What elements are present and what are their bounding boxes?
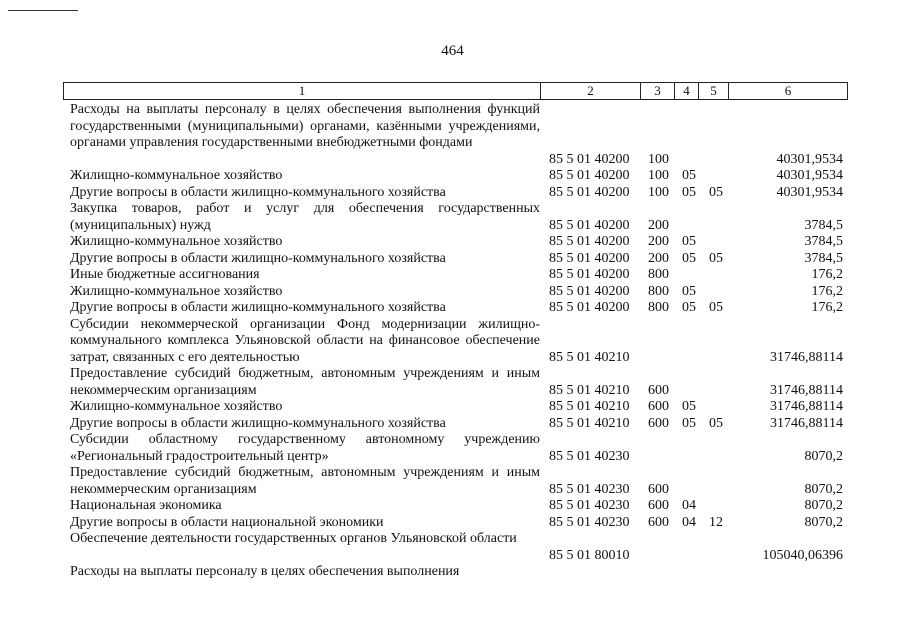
row-section: 05 <box>682 283 696 299</box>
header-col-2: 2 <box>541 83 641 99</box>
row-description: Обеспечение деятельности государственных органов Ульяновской области <box>70 531 517 546</box>
header-col-1: 1 <box>64 83 541 99</box>
row-code: 85 5 01 40230 <box>549 481 630 497</box>
row-amount: 31746,88114 <box>770 415 843 431</box>
row-amount: 40301,9534 <box>776 168 843 183</box>
row-expense-type: 200 <box>648 234 669 249</box>
row-subsection: 05 <box>709 250 723 266</box>
row-expense-type: 800 <box>648 267 669 282</box>
row-description: Другие вопросы в области жилищно-коммунального хозяйства <box>70 250 446 266</box>
row-section: 05 <box>682 168 696 183</box>
row-code: 85 5 01 40230 <box>549 448 630 464</box>
row-section: 05 <box>682 415 696 431</box>
row-code: 85 5 01 40200 <box>549 267 630 282</box>
table-row <box>0 267 905 284</box>
row-expense-type: 100 <box>648 151 669 167</box>
row-description: Национальная экономика <box>70 498 222 513</box>
row-section: 04 <box>682 498 696 513</box>
row-description: Жилищно-коммунальное хозяйство <box>70 283 283 299</box>
table-body <box>0 102 905 581</box>
row-amount: 176,2 <box>811 300 843 315</box>
row-expense-type: 200 <box>648 217 669 233</box>
row-code: 85 5 01 40210 <box>549 382 630 398</box>
row-amount: 8070,2 <box>804 481 843 497</box>
table-row <box>0 515 905 532</box>
row-amount: 40301,9534 <box>776 151 843 167</box>
row-amount: 105040,06396 <box>762 547 843 563</box>
row-expense-type: 600 <box>648 498 669 513</box>
row-expense-type: 200 <box>648 250 669 266</box>
table-row <box>0 498 905 515</box>
row-subsection: 12 <box>709 514 723 530</box>
row-code: 85 5 01 40230 <box>549 514 630 530</box>
table-row <box>0 168 905 185</box>
table-row <box>0 399 905 416</box>
table-row <box>0 366 905 399</box>
row-code: 85 5 01 40210 <box>549 399 630 414</box>
row-code: 85 5 01 40200 <box>549 168 630 183</box>
table-row <box>0 251 905 268</box>
top-left-rule <box>8 10 78 11</box>
row-subsection: 05 <box>709 184 723 200</box>
row-amount: 40301,9534 <box>776 184 843 200</box>
row-amount: 176,2 <box>811 283 843 299</box>
row-code: 85 5 01 40200 <box>549 184 630 200</box>
row-code: 85 5 01 40200 <box>549 250 630 266</box>
table-row <box>0 432 905 465</box>
row-code: 85 5 01 40210 <box>549 349 630 365</box>
table-row <box>0 185 905 202</box>
row-description: Жилищно-коммунальное хозяйство <box>70 168 283 183</box>
table-row <box>0 416 905 433</box>
row-expense-type: 100 <box>648 168 669 183</box>
row-description: Предоставление субсидий бюджетным, автономным учреждениям и иным некоммерческим организациям <box>70 366 540 398</box>
page-number: 464 <box>441 43 464 59</box>
header-col-3: 3 <box>641 83 675 99</box>
row-expense-type: 600 <box>648 514 669 530</box>
row-code: 85 5 01 40200 <box>549 234 630 249</box>
row-subsection: 05 <box>709 415 723 431</box>
row-description: Предоставление субсидий бюджетным, автономным учреждениям и иным некоммерческим организациям <box>70 465 540 497</box>
row-description: Расходы на выплаты персоналу в целях обеспечения выполнения функций государственными (муниципальными) органами, казёнными учреждениями, органами управления государственными внебюджетными фондами <box>70 102 540 150</box>
row-description: Другие вопросы в области жилищно-коммунального хозяйства <box>70 300 446 315</box>
row-code: 85 5 01 40210 <box>549 415 630 431</box>
row-amount: 31746,88114 <box>770 399 843 414</box>
row-description: Субсидии некоммерческой организации Фонд модернизации жилищно-коммунального комплекса Ульяновской области на финансовое обеспечение затрат, связанных с его деятельностью <box>70 316 540 365</box>
header-col-5: 5 <box>699 83 729 99</box>
row-amount: 8070,2 <box>804 448 843 464</box>
row-description: Расходы на выплаты персоналу в целях обеспечения выполнения <box>70 564 460 579</box>
row-code: 85 5 01 40230 <box>549 498 630 513</box>
row-amount: 8070,2 <box>804 498 843 513</box>
row-description: Другие вопросы в области жилищно-коммунального хозяйства <box>70 184 446 200</box>
table-row <box>0 564 905 581</box>
table-row <box>0 102 905 168</box>
row-subsection: 05 <box>709 300 723 315</box>
row-section: 05 <box>682 250 696 266</box>
table-row <box>0 317 905 367</box>
row-description: Другие вопросы в области жилищно-коммунального хозяйства <box>70 415 446 431</box>
row-description: Жилищно-коммунальное хозяйство <box>70 234 283 249</box>
row-amount: 8070,2 <box>804 514 843 530</box>
row-expense-type: 100 <box>648 184 669 200</box>
table-header <box>63 82 848 100</box>
row-expense-type: 800 <box>648 300 669 315</box>
row-amount: 3784,5 <box>804 250 843 266</box>
table-row <box>0 201 905 234</box>
row-amount: 3784,5 <box>804 234 843 249</box>
table-row <box>0 531 905 564</box>
row-description: Закупка товаров, работ и услуг для обеспечения государственных (муниципальных) нужд <box>70 201 540 233</box>
row-amount: 3784,5 <box>804 217 843 233</box>
row-section: 05 <box>682 234 696 249</box>
table-row <box>0 300 905 317</box>
row-description: Субсидии областному государственному автономному учреждению «Региональный градостроительный центр» <box>70 432 540 464</box>
header-col-4: 4 <box>675 83 699 99</box>
table-row <box>0 234 905 251</box>
row-code: 85 5 01 40200 <box>549 300 630 315</box>
row-description: Жилищно-коммунальное хозяйство <box>70 399 283 414</box>
row-section: 05 <box>682 300 696 315</box>
row-amount: 176,2 <box>811 267 843 282</box>
row-description: Другие вопросы в области национальной экономики <box>70 514 384 530</box>
header-col-6: 6 <box>784 83 792 98</box>
row-amount: 31746,88114 <box>770 349 843 365</box>
row-expense-type: 600 <box>648 399 669 414</box>
row-expense-type: 800 <box>648 283 669 299</box>
row-amount: 31746,88114 <box>770 382 843 398</box>
row-expense-type: 600 <box>648 382 669 398</box>
row-section: 05 <box>682 184 696 200</box>
row-section: 05 <box>682 399 696 414</box>
row-code: 85 5 01 40200 <box>549 283 630 299</box>
row-section: 04 <box>682 514 696 530</box>
row-expense-type: 600 <box>648 415 669 431</box>
row-code: 85 5 01 80010 <box>549 547 630 563</box>
row-code: 85 5 01 40200 <box>549 151 630 167</box>
row-code: 85 5 01 40200 <box>549 217 630 233</box>
table-row <box>0 284 905 301</box>
row-expense-type: 600 <box>648 481 669 497</box>
table-row <box>0 465 905 498</box>
row-description: Иные бюджетные ассигнования <box>70 267 260 282</box>
